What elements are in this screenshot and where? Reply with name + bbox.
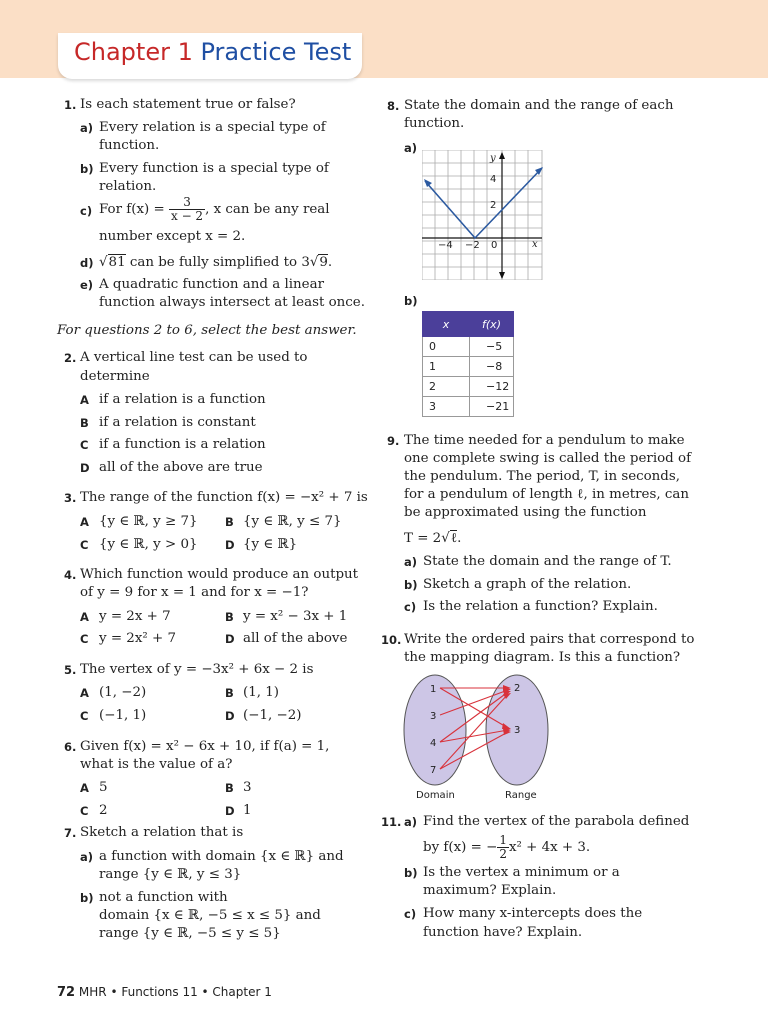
- q6-stem-line2: what is the value of a?: [80, 757, 233, 772]
- graph-tick-xm4: −4: [438, 240, 453, 251]
- q4-option-b-key: B: [225, 610, 234, 624]
- q9-number: 9.: [387, 434, 400, 448]
- q1-d-mid: can be fully simplified to 3: [129, 255, 310, 270]
- table-cell: −21: [470, 397, 514, 417]
- domain-label: Domain: [416, 790, 455, 801]
- q4-option-d: all of the above: [243, 631, 348, 646]
- q4-option-c-key: C: [80, 632, 89, 646]
- graph-tick-origin: 0: [491, 240, 498, 251]
- q11-b-line2: maximum? Explain.: [423, 883, 557, 898]
- q9-stem-line3: the pendulum. The period, T, in seconds,: [404, 469, 681, 484]
- table-cell: 2: [423, 377, 470, 397]
- q5-number: 5.: [64, 663, 77, 677]
- q2-option-b-key: B: [80, 416, 89, 430]
- q6-option-d-key: D: [225, 804, 235, 818]
- q9-formula-radicand: ℓ: [450, 531, 458, 546]
- graph-tick-y4: 4: [490, 174, 497, 185]
- practice-test-label: Practice Test: [200, 38, 352, 66]
- q2-option-d-key: D: [80, 461, 90, 475]
- q1-c-label: c): [80, 204, 93, 218]
- footer-text: MHR • Functions 11 • Chapter 1: [78, 985, 272, 999]
- q9-stem-line5: be approximated using the function: [404, 505, 647, 520]
- q4-option-a-key: A: [80, 610, 89, 624]
- page-footer: [57, 985, 272, 1000]
- table-cell: 0: [423, 337, 470, 357]
- q3-option-b-key: B: [225, 515, 234, 529]
- q4-option-a: y = 2x + 7: [99, 609, 171, 624]
- q6-stem-line1: Given f(x) = x² − 6x + 10, if f(a) = 1,: [80, 739, 330, 754]
- q9-a-text: State the domain and the range of T.: [423, 554, 672, 569]
- table-row: [423, 337, 514, 357]
- q9-stem-line4: for a pendulum of length ℓ, in metres, can: [404, 487, 689, 502]
- q2-number: 2.: [64, 351, 77, 365]
- q4-number: 4.: [64, 568, 77, 582]
- q6-option-c-key: C: [80, 804, 89, 818]
- q5-option-d: (−1, −2): [243, 708, 302, 723]
- table-cell: −8: [470, 357, 514, 377]
- q1-c-pre: For f(x) =: [99, 202, 165, 217]
- q11-a-pre: by f(x) = −: [423, 840, 498, 855]
- q8-b-label: b): [404, 294, 418, 308]
- q9-formula-pre: T = 2: [404, 531, 442, 546]
- q9-stem-line2: one complete swing is called the period of: [404, 451, 692, 466]
- q3-option-b: {y ∈ ℝ, y ≤ 7}: [243, 514, 342, 529]
- q1-c-line1: [99, 196, 330, 224]
- q10-mapping-diagram: [402, 672, 554, 804]
- table-row: [423, 357, 514, 377]
- graph-tick-y2: 2: [490, 200, 497, 211]
- q5-option-a-key: A: [80, 686, 89, 700]
- table-cell: 3: [423, 397, 470, 417]
- range-label: Range: [505, 790, 537, 801]
- q1-d-end: .: [327, 255, 333, 270]
- q4-option-c: y = 2x² + 7: [99, 631, 176, 646]
- q8-a-label: a): [404, 141, 418, 155]
- q1-d-radicand1: 81: [108, 255, 126, 270]
- q1-b-line2: relation.: [99, 179, 157, 194]
- table-row: [423, 377, 514, 397]
- instruction-text: For questions 2 to 6, select the best answer.: [57, 323, 357, 338]
- q6-option-a: 5: [99, 780, 108, 795]
- q11-c-line2: function have? Explain.: [423, 925, 583, 940]
- table-cell: 1: [423, 357, 470, 377]
- q11-c-label: c): [404, 907, 417, 921]
- chapter-label: Chapter 1: [74, 38, 193, 66]
- q2-option-a-key: A: [80, 393, 89, 407]
- table-cell: −12: [470, 377, 514, 397]
- table-header-fx: f(x): [470, 312, 514, 337]
- q3-stem: The range of the function f(x) = −x² + 7 is: [80, 490, 368, 505]
- q8-stem-line2: function.: [404, 116, 465, 131]
- domain-value: 4: [430, 738, 437, 749]
- y-axis-arrow-up: [499, 152, 505, 159]
- q10-stem-line1: Write the ordered pairs that correspond to: [404, 632, 695, 647]
- q9-stem-line1: The time needed for a pendulum to make: [404, 433, 685, 448]
- q6-number: 6.: [64, 740, 77, 754]
- q7-number: 7.: [64, 826, 77, 840]
- curve-arrow-left: [424, 179, 432, 187]
- q1-a-line2: function.: [99, 138, 160, 153]
- q5-option-d-key: D: [225, 709, 235, 723]
- q1-number: 1.: [64, 98, 77, 112]
- q7-stem: Sketch a relation that is: [80, 825, 244, 840]
- q5-option-c: (−1, 1): [99, 708, 147, 723]
- q2-option-c: if a function is a relation: [99, 437, 266, 452]
- q1-c-numerator: 3: [169, 196, 205, 210]
- q7-a-label: a): [80, 850, 94, 864]
- q9-a-label: a): [404, 555, 418, 569]
- q2-option-a: if a relation is a function: [99, 392, 266, 407]
- q4-option-b: y = x² − 3x + 1: [243, 609, 348, 624]
- q2-stem-line2: determine: [80, 369, 150, 384]
- q3-option-c-key: C: [80, 538, 89, 552]
- y-axis-arrow-down: [499, 272, 505, 279]
- graph-x-label: x: [532, 239, 538, 250]
- domain-value: 7: [430, 765, 437, 776]
- q8-graph: [422, 150, 544, 280]
- q8-stem-line1: State the domain and the range of each: [404, 98, 674, 113]
- q10-stem-line2: the mapping diagram. Is this a function?: [404, 650, 681, 665]
- q1-d-line: √81 can be fully simplified to 3√9.: [99, 255, 333, 270]
- q9-formula-end: .: [457, 531, 462, 546]
- q7-b-label: b): [80, 891, 94, 905]
- q3-option-d: {y ∈ ℝ}: [243, 537, 298, 552]
- page-number: 72: [57, 985, 76, 1000]
- q6-option-b-key: B: [225, 781, 234, 795]
- q9-b-text: Sketch a graph of the relation.: [423, 577, 632, 592]
- q7-b-line2: domain {x ∈ ℝ, −5 ≤ x ≤ 5} and: [99, 908, 321, 923]
- q3-option-a: {y ∈ ℝ, y ≥ 7}: [99, 514, 198, 529]
- q1-e-line1: A quadratic function and a linear: [99, 277, 324, 292]
- q5-stem: The vertex of y = −3x² + 6x − 2 is: [80, 662, 314, 677]
- q1-stem: Is each statement true or false?: [80, 97, 296, 112]
- q2-option-d: all of the above are true: [99, 460, 263, 475]
- q1-d-label: d): [80, 256, 94, 270]
- q2-stem-line1: A vertical line test can be used to: [80, 350, 308, 365]
- q3-option-c: {y ∈ ℝ, y > 0}: [99, 537, 198, 552]
- table-row: [423, 397, 514, 417]
- q11-a-numerator: 1: [499, 833, 507, 847]
- q6-option-b: 3: [243, 780, 252, 795]
- q11-b-label: b): [404, 866, 418, 880]
- q1-c-denominator: x − 2: [170, 209, 204, 223]
- q9-c-text: Is the relation a function? Explain.: [423, 599, 658, 614]
- q2-option-b: if a relation is constant: [99, 415, 256, 430]
- q1-c-line2: number except x = 2.: [99, 229, 246, 244]
- q6-option-c: 2: [99, 803, 108, 818]
- q11-number: 11.: [381, 815, 402, 829]
- q9-c-label: c): [404, 600, 417, 614]
- q11-a-post: x² + 4x + 3.: [508, 840, 591, 855]
- q7-a-line2: range {y ∈ ℝ, y ≤ 3}: [99, 867, 242, 882]
- q4-stem-line1: Which function would produce an output: [80, 567, 359, 582]
- q11-c-line1: How many x-intercepts does the: [423, 906, 643, 921]
- q11-a-line2: [423, 834, 590, 862]
- q6-option-d: 1: [243, 803, 252, 818]
- q9-b-label: b): [404, 578, 418, 592]
- q2-option-c-key: C: [80, 438, 89, 452]
- q11-a-label: a): [404, 815, 418, 829]
- q1-a-line1: Every relation is a special type of: [99, 120, 326, 135]
- q3-option-a-key: A: [80, 515, 89, 529]
- q8-number: 8.: [387, 99, 400, 113]
- q5-option-c-key: C: [80, 709, 89, 723]
- page-title: [74, 38, 351, 66]
- q8-function-table: [422, 311, 514, 417]
- q3-option-d-key: D: [225, 538, 235, 552]
- q6-option-a-key: A: [80, 781, 89, 795]
- q5-option-b-key: B: [225, 686, 234, 700]
- q1-b-line1: Every function is a special type of: [99, 161, 329, 176]
- q10-number: 10.: [381, 633, 402, 647]
- domain-value: 1: [430, 684, 437, 695]
- table-header-x: x: [423, 312, 470, 337]
- q1-b-label: b): [80, 162, 94, 176]
- q4-stem-line2: of y = 9 for x = 1 and for x = −1?: [80, 585, 309, 600]
- q1-e-line2: function always intersect at least once.: [99, 295, 365, 310]
- q1-e-label: e): [80, 278, 94, 292]
- q5-option-a: (1, −2): [99, 685, 147, 700]
- q11-a-denominator: 2: [499, 847, 507, 861]
- q5-option-b: (1, 1): [243, 685, 280, 700]
- q1-c-fraction: [169, 196, 205, 223]
- q4-option-d-key: D: [225, 632, 235, 646]
- q1-a-label: a): [80, 121, 94, 135]
- q1-d-radicand2: 9: [319, 255, 328, 270]
- graph-v-curve: [425, 168, 542, 238]
- q11-b-line1: Is the vertex a minimum or a: [423, 865, 620, 880]
- table-header-row: [423, 312, 514, 337]
- domain-value: 3: [430, 711, 437, 722]
- q3-number: 3.: [64, 491, 77, 505]
- q7-b-line3: range {y ∈ ℝ, −5 ≤ y ≤ 5}: [99, 926, 281, 941]
- graph-y-label: y: [490, 153, 496, 164]
- q7-a-line1: a function with domain {x ∈ ℝ} and: [99, 849, 344, 864]
- q11-a-fraction: [497, 834, 509, 861]
- table-cell: −5: [470, 337, 514, 357]
- graph-tick-xm2: −2: [465, 240, 480, 251]
- range-value: 2: [514, 683, 521, 694]
- graph-grid: [422, 150, 542, 280]
- q9-formula: T = 2√ℓ.: [404, 531, 462, 546]
- range-value: 3: [514, 725, 521, 736]
- q11-a-line1: Find the vertex of the parabola defined: [423, 814, 690, 829]
- q1-c-post: , x can be any real: [205, 202, 330, 217]
- q7-b-line1: not a function with: [99, 890, 228, 905]
